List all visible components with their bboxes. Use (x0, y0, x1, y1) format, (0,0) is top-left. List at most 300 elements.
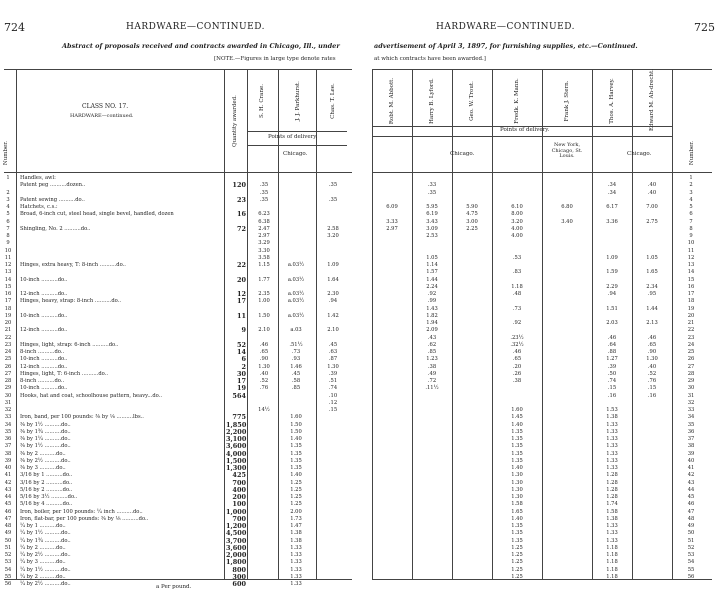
row-bid-cell: 1.00 (258, 298, 270, 305)
row-bid-cell (374, 306, 410, 312)
row-bid-cell: .46 (259, 341, 269, 348)
row-bid-cell (414, 480, 450, 486)
row-number: 55 (4, 573, 12, 580)
row-number: 7 (689, 218, 693, 225)
row-label: Shingling, No. 2 ..........do.. (20, 225, 91, 232)
row-number: 17 (4, 298, 12, 305)
row-bid-cell (634, 298, 670, 304)
row-bid-cell (544, 458, 590, 464)
row-bid-cell (544, 277, 590, 283)
row-bid-cell (594, 400, 630, 406)
row-bid-cell: 2.29 (606, 283, 618, 290)
row-bid-cell (374, 422, 410, 428)
row-bid-cell: 1.33 (290, 544, 302, 551)
row-quantity (226, 248, 246, 254)
row-bid-cell: 4.00 (511, 225, 523, 232)
row-number: 25 (687, 349, 695, 355)
row-number: 26 (687, 356, 695, 363)
row-bid-cell: 1.35 (511, 457, 523, 464)
row-bid-cell (454, 284, 490, 290)
row-bid-cell: 3.33 (386, 218, 398, 225)
row-bid-cell: .46 (607, 334, 617, 341)
row-bid-cell (544, 378, 590, 384)
row-bid-cell (544, 248, 590, 254)
row-number: 44 (4, 494, 12, 500)
row-bid-cell: .95 (647, 291, 657, 297)
row-number: 11 (687, 247, 695, 254)
row-bid-cell (281, 175, 311, 181)
row-bid-cell (634, 175, 670, 181)
row-bid-cell (544, 523, 590, 529)
row-bid-cell (634, 574, 670, 580)
row-number: 17 (687, 291, 695, 297)
row-bid-cell (374, 356, 410, 362)
right-page-number: 725 (694, 21, 715, 34)
row-bid-cell (249, 443, 279, 449)
row-bid-cell (414, 501, 450, 507)
row-bid-cell (249, 436, 279, 442)
row-bid-cell (249, 530, 279, 536)
row-bid-cell (544, 414, 590, 420)
row-bid-cell (318, 204, 348, 210)
row-bid-cell: .87 (328, 356, 338, 363)
row-bid-cell: 1.33 (606, 523, 618, 529)
row-bid-cell: 1.33 (606, 465, 618, 471)
row-bid-cell (281, 197, 311, 203)
row-bid-cell (281, 284, 311, 290)
row-bid-cell: 2.35 (258, 291, 270, 297)
row-bid-cell: 1.35 (511, 436, 523, 442)
row-quantity (226, 204, 246, 210)
row-number: 40 (4, 465, 12, 471)
row-bid-cell (454, 422, 490, 428)
row-bid-cell (374, 284, 410, 290)
row-bid-cell: 2.97 (258, 233, 270, 239)
row-quantity: 775 (232, 413, 246, 422)
row-bid-cell: 2.75 (646, 218, 658, 225)
row-bid-cell: .53 (512, 254, 522, 261)
row-bid-cell (374, 182, 410, 188)
row-bid-cell (594, 240, 630, 246)
row-bid-cell: .72 (427, 378, 437, 384)
row-quantity: 52 (236, 340, 246, 349)
row-bid-cell: 1.65 (646, 269, 658, 276)
row-bid-cell (454, 262, 490, 268)
row-bid-cell: 1.18 (606, 559, 618, 566)
row-number: 16 (4, 291, 12, 297)
row-quantity (226, 335, 246, 341)
row-number: 49 (4, 530, 12, 537)
row-bid-cell (634, 530, 670, 536)
row-number: 4 (689, 196, 693, 203)
row-number: 34 (687, 414, 695, 421)
row-bid-cell: 2.53 (426, 233, 438, 239)
row-bid-cell: 1.33 (606, 428, 618, 435)
row-bid-cell (249, 552, 279, 558)
row-number: 41 (4, 472, 12, 479)
row-number: 13 (687, 262, 695, 268)
row-bid-cell (454, 480, 490, 486)
row-bid-cell (594, 298, 630, 304)
row-bid-cell (544, 190, 590, 196)
row-bid-cell: .51 (328, 378, 338, 384)
row-number: 22 (687, 327, 695, 334)
row-number: 42 (687, 472, 695, 479)
row-bid-cell (544, 364, 590, 370)
row-quantity (226, 407, 246, 413)
row-bid-cell: 2.13 (646, 320, 658, 326)
row-bid-cell (414, 443, 450, 449)
row-number: 53 (4, 559, 12, 566)
row-number: 21 (4, 327, 12, 334)
row-bid-cell: .38 (512, 378, 522, 384)
row-bid-cell (374, 211, 410, 217)
row-number: 12 (4, 262, 12, 268)
row-bid-cell: 1.27 (606, 356, 618, 363)
row-bid-cell: .45 (328, 341, 338, 348)
row-number: 19 (687, 305, 695, 312)
row-number: 28 (4, 378, 12, 384)
row-bid-cell (249, 516, 279, 522)
row-number: 32 (687, 399, 695, 406)
row-number: 48 (4, 523, 12, 529)
row-number: 55 (687, 566, 695, 573)
row-bid-cell (318, 581, 348, 587)
row-bid-cell (414, 523, 450, 529)
row-bid-cell: .85 (291, 385, 301, 392)
bidder-parkhurst: J. J. Parkhurst. (295, 81, 301, 121)
row-label: ⅜ by 2 ..........do.. (20, 450, 66, 457)
row-bid-cell: 1.30 (258, 363, 270, 370)
row-bid-cell: 1.30 (327, 363, 339, 370)
row-bid-cell (318, 175, 348, 181)
row-bid-cell (374, 407, 410, 413)
row-bid-cell (318, 501, 348, 507)
row-bid-cell (374, 190, 410, 196)
row-quantity: 1,300 (226, 464, 247, 472)
row-label: ¼ by 2 ..........do.. (20, 573, 66, 580)
row-bid-cell (454, 574, 490, 580)
row-bid-cell (414, 545, 450, 551)
row-bid-cell: 1.18 (606, 573, 618, 580)
row-bid-cell (374, 277, 410, 283)
row-bid-cell (374, 400, 410, 406)
row-bid-cell: 1.28 (606, 494, 618, 500)
row-bid-cell (318, 480, 348, 486)
row-bid-cell: 1.58 (606, 508, 618, 515)
row-bid-cell: .58 (291, 378, 301, 384)
row-bid-cell: 1.05 (646, 254, 658, 261)
row-number: 23 (4, 341, 12, 348)
row-bid-cell (544, 240, 590, 246)
row-label: ¼ by 1¾ ..........do.. (20, 537, 71, 544)
row-bid-cell: .35 (328, 196, 338, 203)
row-bid-cell (318, 335, 348, 341)
row-label: Handles, awl: (20, 175, 56, 181)
row-label: Patent peg ..........dozen.. (20, 182, 86, 189)
row-bid-cell: 1.35 (290, 450, 302, 457)
row-bid-cell (454, 451, 490, 457)
row-bid-cell (594, 197, 630, 203)
row-bid-cell: .33 (427, 182, 437, 189)
row-bid-cell: 3.40 (561, 218, 573, 225)
right-subtitle: advertisement of April 3, 1897, for furnishing supplies, etc.—Continued. (374, 42, 638, 50)
row-bid-cell (374, 248, 410, 254)
row-bid-cell (454, 516, 490, 522)
row-quantity: 1,800 (226, 558, 247, 567)
row-bid-cell: .15 (607, 385, 617, 392)
row-quantity (226, 240, 246, 246)
row-bid-cell (454, 378, 490, 384)
row-bid-cell: 1.40 (290, 472, 302, 479)
row-bid-cell: 1.25 (511, 552, 523, 558)
row-bid-cell: 1.35 (511, 530, 523, 537)
row-label: 10-inch ..........do.. (20, 276, 68, 283)
row-bid-cell (454, 233, 490, 239)
row-bid-cell: 2.30 (327, 291, 339, 297)
row-bid-cell (249, 269, 279, 275)
row-quantity: 4,000 (226, 449, 247, 458)
row-bid-cell: a.03½ (287, 291, 305, 297)
row-bid-cell (594, 248, 630, 254)
row-number: 42 (4, 479, 12, 486)
right-running-head: HARDWARE—CONTINUED. (436, 22, 575, 32)
row-bid-cell: 1.50 (258, 312, 270, 319)
row-bid-cell (281, 335, 311, 341)
row-bid-cell (318, 567, 348, 573)
row-bid-cell: 1.35 (511, 537, 523, 544)
row-number: 26 (4, 363, 12, 370)
row-bid-cell (249, 465, 279, 471)
row-number: 39 (687, 450, 695, 457)
row-bid-cell (544, 233, 590, 239)
row-label (20, 240, 222, 246)
row-bid-cell (454, 436, 490, 442)
row-bid-cell: 3.09 (426, 225, 438, 232)
row-bid-cell (414, 414, 450, 420)
row-bid-cell: 6.10 (511, 204, 523, 210)
row-number: 51 (4, 544, 12, 551)
row-bid-cell: 6.80 (561, 204, 573, 210)
row-number (2, 182, 14, 188)
row-bid-cell (318, 436, 348, 442)
row-bid-cell: .99 (427, 298, 437, 305)
row-label: ⅜ by 2½ ..........do.. (20, 457, 71, 464)
row-number: 31 (687, 392, 695, 399)
row-bid-cell (414, 240, 450, 246)
row-label: 5/16 by 3½ ..........do.. (20, 494, 78, 500)
row-bid-cell (414, 472, 450, 478)
row-bid-cell (544, 342, 590, 348)
row-bid-cell (374, 429, 410, 435)
row-bid-cell: 2.03 (606, 320, 618, 326)
row-bid-cell: 1.40 (290, 436, 302, 442)
row-number: 4 (6, 204, 10, 210)
row-number: 18 (4, 305, 12, 312)
row-bid-cell: 1.18 (606, 544, 618, 551)
row-bid-cell: 1.50 (290, 421, 302, 428)
row-bid-cell (454, 320, 490, 326)
row-bid-cell (249, 458, 279, 464)
row-bid-cell (454, 501, 490, 507)
row-quantity: 564 (232, 391, 246, 400)
row-bid-cell (414, 458, 450, 464)
row-bid-cell: .73 (512, 305, 522, 312)
row-bid-cell (318, 211, 348, 217)
row-bid-cell (544, 226, 590, 232)
row-bid-cell: .35 (328, 182, 338, 189)
row-bid-cell (454, 342, 490, 348)
row-bid-cell (454, 197, 490, 203)
row-bid-cell (634, 262, 670, 268)
row-bid-cell: 1.59 (606, 269, 618, 276)
row-bid-cell (281, 190, 311, 196)
row-number: 46 (687, 501, 695, 508)
row-bid-cell: 1.33 (290, 552, 302, 558)
row-number: 6 (6, 218, 10, 225)
row-bid-cell: .93 (291, 356, 301, 363)
row-bid-cell (634, 327, 670, 333)
row-quantity: 3,600 (226, 442, 247, 451)
row-bid-cell (454, 356, 490, 362)
row-bid-cell (454, 494, 490, 500)
row-bid-cell: .45 (291, 370, 301, 377)
row-bid-cell: 1.15 (258, 262, 270, 268)
row-bid-cell: .32½ (510, 341, 524, 348)
row-bid-cell (318, 190, 348, 196)
row-bid-cell: .88 (607, 349, 617, 355)
row-bid-cell: 2.24 (426, 283, 438, 290)
row-number: 3 (6, 196, 10, 203)
row-bid-cell (414, 248, 450, 254)
row-label: Iron, flat-bar, per 100 pounds: ⅜ by ⅛ ..........do.. (20, 515, 149, 522)
row-bid-cell: .65 (647, 341, 657, 348)
row-bid-cell: a.03 (290, 327, 302, 334)
row-quantity: 700 (232, 514, 246, 523)
row-bid-cell: 1.40 (511, 421, 523, 428)
row-bid-cell (454, 175, 490, 181)
row-bid-cell (454, 567, 490, 573)
row-bid-cell (374, 342, 410, 348)
row-bid-cell (318, 516, 348, 522)
row-bid-cell (634, 436, 670, 442)
row-bid-cell (454, 552, 490, 558)
row-number: 47 (4, 515, 12, 522)
row-bid-cell: 1.25 (511, 573, 523, 580)
row-bid-cell: 1.50 (290, 428, 302, 435)
row-bid-cell (249, 204, 279, 210)
row-bid-cell: 1.38 (290, 530, 302, 537)
row-bid-cell (544, 335, 590, 341)
row-bid-cell (544, 306, 590, 312)
row-bid-cell (594, 233, 630, 239)
row-label (20, 255, 222, 261)
row-quantity: 11 (236, 311, 246, 320)
bidder-abbott: Robt. M. Abbott. (389, 77, 395, 125)
right-note: at which contracts have been awarded.] (374, 56, 486, 62)
left-col-number: Number. (3, 140, 9, 166)
row-bid-cell: 1.44 (426, 276, 438, 283)
row-bid-cell (318, 451, 348, 457)
row-bid-cell (249, 523, 279, 529)
row-bid-cell: .35 (427, 189, 437, 196)
row-label (20, 400, 222, 406)
row-bid-cell: 1.25 (511, 559, 523, 566)
row-quantity: 30 (236, 369, 246, 378)
row-bid-cell (544, 255, 590, 261)
row-bid-cell: 1.38 (606, 414, 618, 421)
col-quantity: Quantity awarded. (232, 95, 238, 147)
row-bid-cell (374, 262, 410, 268)
row-bid-cell (544, 422, 590, 428)
row-bid-cell (454, 472, 490, 478)
row-bid-cell (634, 516, 670, 522)
row-bid-cell (454, 291, 490, 297)
row-bid-cell (414, 509, 450, 515)
row-bid-cell (544, 385, 590, 391)
row-bid-cell: .83 (512, 269, 522, 276)
row-bid-cell: 1.35 (290, 465, 302, 471)
row-bid-cell (249, 284, 279, 290)
row-bid-cell: 6.19 (426, 211, 438, 218)
row-bid-cell: 5.90 (466, 204, 478, 210)
footnote: a Per pound. (156, 584, 192, 590)
row-bid-cell: 1.30 (646, 356, 658, 363)
row-bid-cell (454, 414, 490, 420)
row-bid-cell: .12 (328, 399, 338, 406)
row-bid-cell: 1.33 (606, 537, 618, 544)
row-bid-cell: .92 (512, 320, 522, 326)
row-bid-cell (544, 327, 590, 333)
row-bid-cell (454, 269, 490, 275)
row-number: 11 (4, 254, 12, 261)
row-quantity: 800 (232, 565, 246, 574)
row-number: 9 (689, 233, 693, 239)
row-bid-cell: .46 (512, 349, 522, 355)
row-bid-cell (281, 182, 311, 188)
row-bid-cell: 5.95 (426, 204, 438, 210)
row-bid-cell (594, 175, 630, 181)
row-quantity (226, 306, 246, 312)
row-bid-cell (374, 480, 410, 486)
row-bid-cell (281, 255, 311, 261)
row-bid-cell (634, 501, 670, 507)
row-quantity: 9 (241, 326, 246, 335)
row-bid-cell (544, 538, 590, 544)
row-bid-cell (634, 248, 670, 254)
row-bid-cell (494, 393, 540, 399)
row-number: 9 (6, 240, 10, 247)
row-quantity: 16 (236, 210, 246, 219)
row-number: 48 (687, 515, 695, 522)
row-quantity: 1,850 (226, 420, 247, 429)
row-bid-cell: 1.44 (646, 305, 658, 312)
row-bid-cell (454, 277, 490, 283)
row-bid-cell (374, 378, 410, 384)
row-bid-cell (544, 175, 590, 181)
row-bid-cell (374, 574, 410, 580)
row-number: 14 (4, 276, 12, 283)
row-bid-cell (414, 407, 450, 413)
row-bid-cell (594, 313, 630, 319)
row-bid-cell: 1.14 (426, 262, 438, 268)
row-bid-cell: .10 (328, 392, 338, 399)
row-bid-cell (374, 443, 410, 449)
row-bid-cell (374, 509, 410, 515)
row-bid-cell (374, 298, 410, 304)
row-bid-cell: 1.77 (258, 276, 270, 283)
row-quantity (226, 284, 246, 290)
